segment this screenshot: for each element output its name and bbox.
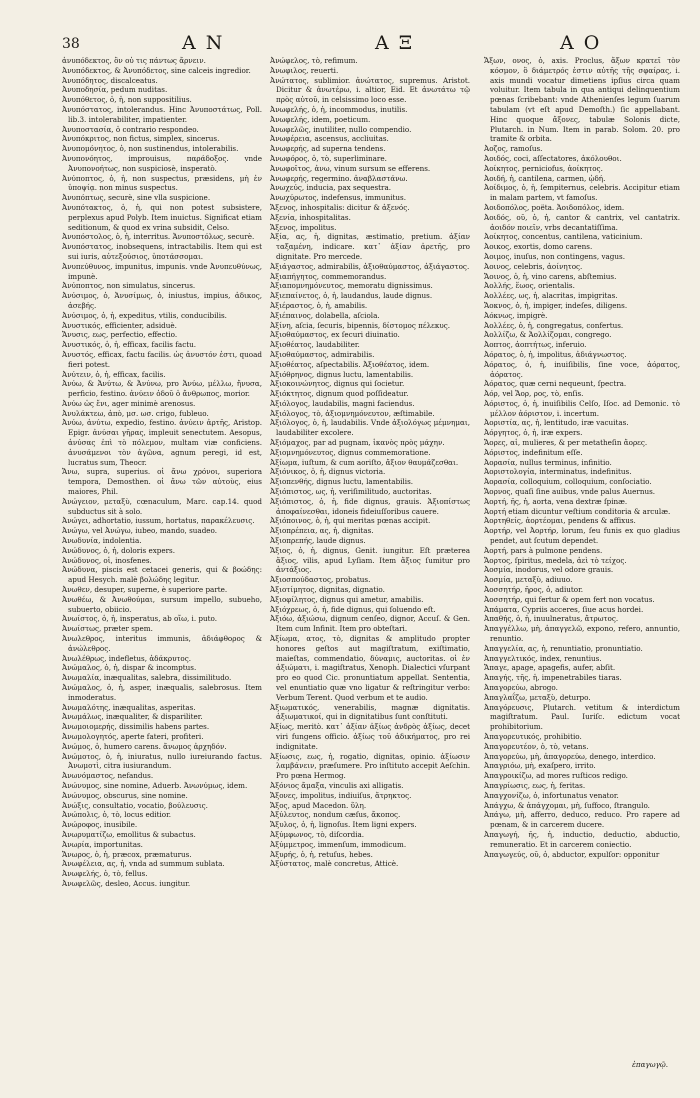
dictionary-entry: Ἄξων, ονος, ὁ, axis. Proclus, ἄξων κρατεῖ τὸν κόσμον, ὃ διάμετρός ἐστιν αὐτῆς τῆς σφαίρας, i. axis mundi vocatur dimetiens ipſius circa quam voluitur. Item tabula in qua antiqui delinquentium pœnas ſcribebant: vnde Athenienſes legum ſuarum tabulam (vt eſt apud Demoſth.) ſic appellabant. Hinc quoque ἄξονες, tabulæ Solonis dicte, Plutarch. in Num. Item in parab. Solom. 20. pro tramite & orbita. (484, 56, 680, 144)
dictionary-entry: Ἀξιοπρέπεια, ας, ἡ, dignitas. (270, 526, 374, 536)
dictionary-entry: Ἀορτηθείς, ἀορτέομαι, pendens & affixus. (484, 516, 636, 526)
dictionary-entry: Ἀξιομνημόνευτος, dignus commemoratione. (270, 447, 431, 457)
dictionary-entry: Ἀοίκητος, concentus, cantilena, vaticinium. (484, 232, 643, 242)
dictionary-entry: Ἀνωφελής, ὁ, τὸ, fellus. (62, 869, 148, 879)
dictionary-entry: Ἀπάγχω, & ἀπάγχομαι, μὴ, ſuffoco, ſtrangulo. (484, 800, 650, 810)
dictionary-entry: Ἀοσσητήρ, qui fertur & opem fert non vocatus. (484, 594, 655, 604)
dictionary-entry: Ἀνωμαλία, inæqualitas, salebra, dissimilitudo. (62, 673, 232, 683)
dictionary-entry: Ἀξιόποινος, ὁ, ἡ, qui meritas pœnas accipit. (270, 516, 431, 526)
dictionary-entry: Ἀξιόπιστος, ὁ, ἡ, fide dignus, grauis. Ἀξιοπίστως ἀποφαίνεσθαι, idoneis fideiuſſoribus cauere. (270, 496, 470, 516)
dictionary-entry: Ἀοσμία, inodorus, vel odore grauis. (484, 565, 614, 575)
dictionary-entry: Ἀπαγχονίζω, ὁ, infortunatus venator. (484, 790, 619, 800)
dictionary-entry: Ἀνυπόπτως, securè, sine vlla suspicione. (62, 193, 211, 203)
dictionary-entry: Ἀξιοτίμητος, dignitas, dignatio. (270, 585, 385, 595)
dictionary-entry: Ἀοριστία, ας, ἡ, lentitudo, iræ vacuitas. (484, 418, 629, 428)
dictionary-entry: Ἀόρ, vel Ἄορ, ρος, τὸ, enſis. (484, 389, 584, 399)
dictionary-entry: Ἀπαγορεύω, abrogo. (484, 683, 558, 692)
dictionary-entry: Ἀοσμία, μεταξὺ, adiuuo. (484, 575, 573, 585)
dictionary-entry: Ἀξίνη, aſcia, ſecuris, bipennis, δίστομος πέλεκυς. (270, 320, 451, 330)
dictionary-entry: Ἀνωίστως, præter spem. (62, 624, 153, 634)
dictionary-entry: Ἀνωφελῶς, desleo, Accus. iungitur. (62, 878, 191, 888)
catchword: ἐπαγωγῷ. (632, 1060, 669, 1069)
dictionary-entry: Ἀνώπολις, ὁ, τὸ, locus editior. (62, 810, 172, 820)
running-header (0, 30, 700, 56)
dictionary-entry: Ἀνώμαλος, ὁ, ἡ, dispar & incomptus. (62, 663, 197, 673)
dictionary-entry: Ἀνυπονόητος, improuisus, παράδοξος. vnde Ἀνυπονοήτως, non suspiciosè, insperatò. (62, 153, 262, 173)
entry-column-2 (270, 56, 470, 869)
dictionary-entry: Ἀνώνυμος, obscurus, sine nomine. (62, 790, 188, 800)
dictionary-entry: Ἀξιόλογος, ὁ, ἡ, laudabilis. Vnde ἀξιολόγως μέμνημαι, laudabiliter excolere. (270, 418, 470, 438)
dictionary-entry: Ἀπαγλαΐζω, μεταξὺ, deturpo. (484, 692, 591, 702)
dictionary-entry: Ἀοριστολογία, interminatus, indefinitus. (484, 467, 632, 477)
dictionary-entry: Ἀορτή, ῆς, ἡ, aorta, vena dextræ ſpinæ. (484, 496, 628, 506)
dictionary-entry: Ἀξιόκτητος, dignum quod poſſideatur. (270, 389, 409, 399)
dictionary-entry: Ἀξίωμα, ατος, τὸ, dignitas & amplitudo propter honores geſtos aut magiſtratum, exiſtimatio, maieſtas, commendatio, δύναμις, auctoritas. οἱ ἐν ἀξιώματι, i. magiſtratus, Xenoph. Dialectici vſurpant pro eo quod Cic. pronuntiatum appellat. Sententia, vel enuntiatio quæ vno ligatur & reſtringitur verbo: Verbum Terent. Quod verbum et te audio. (270, 634, 470, 702)
dictionary-entry: Ἀνωφελής, idem, poeticum. (270, 114, 371, 124)
dictionary-entry: Ἀπαγγέλλω, μὴ, ἀπαγγελῶ, expono, refero, annuntio, renuntio. (484, 624, 680, 644)
dictionary-entry: Ἀξία, ας, ἡ, dignitas, æstimatio, pretium. ἀξίαν ταξαμένη, indicare. κατ᾽ ἀξίαν ἀρετῆς, pro dignitate. Pro mercede. (270, 232, 470, 261)
dictionary-entry: Ἀοιδός, coci, aſſectatores, ἀκόλουθοι. (484, 153, 622, 163)
dictionary-entry: Ἄπαγε, apage, apagefis, aufer, abſit. (484, 663, 616, 673)
dictionary-entry: Ἀνωφιλος, reuerti. (270, 65, 339, 75)
dictionary-entry: Ἀολλίζω, & Ἀολλίζομαι, congrego. (484, 330, 612, 340)
dictionary-entry: Ἄοινος, ὁ, ἡ, vino carens, abſtemius. (484, 271, 617, 281)
dictionary-entry: Ἀνύποπτος, non simulatus, sincerus. (62, 281, 196, 291)
dictionary-entry: Ἀνώμοτος, ὁ, ἡ, iniuratus, nullo iureiurando factus. Ἀνωμοτὶ, citra iusiurandum. (62, 751, 262, 771)
dictionary-entry: Ἄξονες, impolitus, indiuiſus, ἄτρηκτος. (270, 790, 412, 800)
dictionary-entry: Ἀνωχεύς, inducia, pax sequestra. (270, 183, 392, 193)
dictionary-entry: Ἀνυστός, efficax, factu facilis. ὡς ἀνυστόν ἐστι, quoad fieri potest. (62, 349, 262, 369)
dictionary-entry: Ἀνώμαλος, ὁ, ἡ, asper, inæqualis, salebrosus. Item inmoderatus. (62, 683, 262, 702)
dictionary-entry: Ἀορτή etiam dicuntur veſtium conditoria & arculæ. (484, 506, 671, 516)
dictionary-entry: Ἀξόνιος ἄμαξα, vinculis axi alligatis. (270, 780, 404, 790)
dictionary-entry: Ἀνύω, ἀνύτω, expedio, festino. ἀνύειν ἀρτῆς, Aristop. Epigr. ἀνύσαι γῆρας, impleuit senectutem. Aesopus, ἀνύσας ἐπὶ τὸ πόλεμον, multam viæ conficiens. ἀνυσάμενοι τὸν ἀγῶνα, agnum peregi, id est, lucratus sum, Theocr. (62, 418, 262, 467)
dictionary-entry: Ἀπαγόρευσις, Plutarch. vetitum & interdictum magiſtratum. Paul. Iuriſc. edictum vocat prohibitorium. (484, 702, 680, 732)
dictionary-entry: Ἀξιόλογος, τὸ, ἀξιομνημόνευτον, æſtimabile. (270, 408, 435, 418)
dictionary-entry: Ἀνύω, & Ἀνύτω, & Ἀνύνω, pro Ἀνύω, μέλλω, ἤνυσα, perficio, festino. ἀνύειν ὁδοῦ ὁ ἄνθρωπος, morior. (62, 379, 262, 399)
dictionary-entry: Ἄξιος, ὁ, ἡ, dignus, Genit. iungitur. Eſt præterea ἄξιος, vilis, apud Lyſiam. Item ἄξιος ſumitur pro ἀντάξιος. (270, 545, 470, 575)
dictionary-entry: Ἀνυλάκτεω, ἀπὸ, μσ. ωσ. crigo, fubleuo. (62, 408, 209, 418)
dictionary-entry: Ἀξύλευτος, nondum cæſus, ἄκοπος. (270, 810, 401, 820)
dictionary-entry: Ἀξιοθέατος, laudabiliter. (270, 340, 360, 350)
dictionary-entry: Ἀνυπόκριτος, non fictus, simplex, sincerus. (62, 134, 220, 144)
dictionary-entry: Ἀνώροφος, inusibile. (62, 820, 138, 830)
dictionary-entry: Ἀνωθεν, desuper, superne, è superiore parte. (62, 585, 228, 595)
dictionary-entry: Ἀνύσιμος, ὁ, Ἀνυσίμως, ὁ, iniustus, impius, ἀδικος, ἀσεβής. (62, 291, 262, 310)
dictionary-entry: Ἀνώδυνα, piscis est cetacei generis, qui & βοώδης: apud Hesych. malè βολώδης legitur. (62, 565, 262, 585)
dictionary-entry: Ἀνώμος, ὁ, humero carens. ἄνωμος ἀρχηδόν. (62, 741, 227, 751)
dictionary-entry: Ἀξιαπομνημόνευτος, memoratu dignissimus. (270, 281, 433, 291)
dictionary-entry: Ἀξιωματικός, venerabilis, magnæ dignitatis. ἀξιωματικοί, qui in dignitatibus ſunt conſtituti. (270, 702, 470, 722)
dictionary-entry: Ἀπαγωγεύς, οῦ, ὁ, abductor, expulſor: opponitur (484, 849, 660, 859)
dictionary-entry: Ἀνυπόδητος, discalceatus. (62, 75, 158, 85)
dictionary-entry: Ἀξιεπαίνετος, ὁ, ἡ, laudandus, laude dignus. (270, 291, 433, 301)
dictionary-entry: Ἀνωχύρωτος, indefensus, immunitus. (270, 193, 407, 203)
dictionary-entry: Ἀνωμοιομερής, dissimilis habens partes. (62, 722, 210, 732)
dictionary-entry: Ἀνυποδησία, pedum nuditas. (62, 85, 168, 95)
dictionary-entry: Ἀξιοσπούδαστος, probatus. (270, 575, 371, 585)
dictionary-entry: Ἀξιάγαστος, admirabilis, ἀξιοθαύμαστος, ἀξιάγαστος. (270, 261, 470, 271)
dictionary-entry: Ἀπαγγελτικός, index, renuntius. (484, 653, 602, 663)
dictionary-entry: Ἀνώνυμος, sine nomine, Aduerb. Ἀνωνύμως, idem. (62, 780, 248, 790)
dictionary-entry: Ἀορτήρ, vel Ἀορτήρ, lorum, ſeu funis ex quo gladius pendet, aut ſcutum dependet. (484, 526, 680, 546)
column-head-2: A Ξ (375, 32, 415, 54)
column-head-3: A O (560, 32, 602, 54)
dictionary-entry: Ἀοικος, exortis, domo carens. (484, 242, 593, 252)
dictionary-entry: Ἀνυστικός, ὁ, ἡ, efficax, facilis factu. (62, 340, 197, 350)
dictionary-entry: Ἀπάγω, μὴ, afferro, deduco, reduco. Pro rapere ad pœnam, & in carcerem ducere. (484, 810, 680, 830)
dictionary-entry: Ἀνυπεύθυνος, impunitus, impunis. vnde Ἀνυπευθύνως, impunè. (62, 261, 262, 281)
dictionary-entry: Ἀνώτατος, sublimior. ἀνώτατος, supremus. Aristot. Dicitur & ἀνωτέρω, i. altior, Eid. Et ἀνωτάτω τῷ πρὸς αὐτοῦ, in celsissimo loco esse. (270, 75, 470, 105)
dictionary-entry: Ἀοπτος, ἀοπτήτως, inferuio. (484, 340, 587, 350)
dictionary-entry: Ἀνώγειον, μεταξὺ, cœnaculum, Marc. cap.14. quod subductus sit à solo. (62, 496, 262, 516)
dictionary-entry: Ἀόριστος, indefinitum eſſe. (484, 447, 583, 457)
dictionary-entry: Ἀνυπότακτος, ὁ, ἡ, qui non potest subsistere, perplexus apud Polyb. Item inuictus. Significat etiam seditionum, & quod ex vrina subsidit, Celso. (62, 202, 262, 232)
dictionary-entry: Ἄξενος, impolitus. (270, 222, 337, 232)
dictionary-entry: Ἀνωφέρεια, ascensus, accliuitas. (270, 134, 389, 144)
dictionary-entry: Ἀνωφέλεια, ας, ἡ, vnda ad summum sublata. (62, 859, 225, 869)
dictionary-entry: Ἀόρατος, ὁ, ἡ, impolitus, ἀδιάγνωστος. (484, 349, 627, 359)
dictionary-entry: Ἀνωλέθρως, indefletus, ἀδάκρυτος. (62, 653, 192, 663)
dictionary-entry: Ἀξιόμαχος, par ad pugnam, ἱκανὸς πρὸς μάχην. (270, 438, 445, 448)
dictionary-entry: Ἀοινος, celebris, ἀοίνητος. (484, 261, 583, 271)
dictionary-entry: Ἀνυπόστατος, inobsequens, intractabilis. Item qui est sui iuris, αὐτεξούσιος, ὑποτάσσομαι. (62, 242, 262, 261)
dictionary-entry: Ἀνωνόμαστος, nefandus. (62, 771, 154, 781)
dictionary-entry: Ἀνωδυνία, indolentia. (62, 536, 142, 546)
dictionary-entry: Ἀνυποστασία, ὁ contrario respondeo. (62, 124, 199, 134)
dictionary-entry: Ἀνωμάλως, inæqualiter, & dispariliter. (62, 712, 203, 722)
dictionary-entry: Ἀνώδυνος, οἱ, inosfenes. (62, 555, 152, 565)
dictionary-entry: Ἀπαγγελία, ας, ἡ, renuntiatio, pronuntiatio. (484, 643, 643, 653)
entry-column-3 (484, 56, 680, 859)
dictionary-entry: Ἀνωφελής, ὁ, ἡ, incommodus, inutilis. (270, 104, 408, 114)
dictionary-entry: Ἀόκνως, impigrè. (484, 310, 548, 320)
dictionary-entry: Ἀνώξις, consultatio, vocatio, βούλευσις. (62, 800, 208, 810)
dictionary-entry: Ἄοκνος, ὁ, ἡ, impiger, indeſes, diligens. (484, 300, 628, 310)
dictionary-entry: Ἀπάματα, Cypriis acceres, ſiue acus hordei. (484, 604, 644, 614)
dictionary-entry: Ἀξιόχρεως, ὁ, ἡ, fide dignus, qui ſoluendo eſt. (270, 604, 436, 614)
dictionary-entry: Ἀξιαπήγητος, commemorandus. (270, 271, 387, 281)
dictionary-entry: Ἀνώφελος, τὸ, refimum. (270, 56, 358, 65)
dictionary-entry: Ἀνωφόρος, ὁ, τὸ, superliminare. (270, 153, 387, 163)
dictionary-entry: Ἀορασία, colloquium, colloquium, conſociatio. (484, 477, 652, 487)
dictionary-entry: Ἄορτος, ſpiritus, medela, ἀεὶ τὸ τείχος. (484, 555, 627, 565)
dictionary-entry: Ἀνωφελῶς, inutiliter, nullo compendio. (270, 124, 412, 134)
dictionary-entry: Ἀξιοκοινώνητος, dignus qui ſocietur. (270, 379, 405, 389)
dictionary-entry: Ἀνωφερής, regermino. ἀναβλαστάνω. (270, 173, 408, 183)
dictionary-entry: ἀνυπόδεκτος, ὃν οὐ τις πάντως ἄρνειν. (62, 56, 206, 65)
dictionary-entry: Ἀνύτειν, ὁ, ἡ, efficax, facilis. (62, 369, 166, 379)
dictionary-entry: Ἀοιμος, inuſus, non contingens, vagus. (484, 251, 625, 261)
dictionary-entry: Ἀπαγροικίζω, ad mores ruſticos redigo. (484, 771, 628, 781)
dictionary-entry: Ἀξίωσις, εως, ἡ, rogatio, dignitas, opinio. ἀξίωσιν λαμβάνειν, præſumere. Pro inſtituto accepit Aeſchin. Pro pœna Hermog. (270, 751, 470, 781)
dictionary-entry: Ἀπαθής, ὁ, ἡ, inuulneratus, ἄτρωτος. (484, 614, 619, 624)
dictionary-entry: Ἀξιοπενθής, dignus luctu, lamentabilis. (270, 477, 414, 487)
dictionary-entry: Ἀνωρυματίζω, emollitus & subactus. (62, 829, 196, 839)
dictionary-entry: Ἀνωφοῖτος, ἀνω, vinum sursum se efferens. (270, 163, 431, 173)
dictionary-entry: Ἀοσσητήρ, ῆρος, ὁ, adiutor. (484, 585, 584, 595)
dictionary-entry: Ἀνυπόθετος, ὁ, ἡ, non suppositilius. (62, 95, 192, 105)
dictionary-entry: Ἀπαγορευτικός, prohibitio. (484, 731, 582, 741)
dictionary-entry: Ἀνύσιμος, ὁ, ἡ, expeditus, vtilis, conducibilis. (62, 310, 227, 320)
dictionary-entry: Ἀόριστος, ὁ, ἡ, inuiſibilis Celſo, Iſoc. ad Demonic. τὸ μέλλον ἀόριστον, i. incertum. (484, 398, 680, 418)
dictionary-entry: Ἀολλής, ἕωος, orientalis. (484, 281, 575, 291)
dictionary-entry: Ἀοιδός, οῦ, ὁ, ἡ, cantor & cantrix, vel cantatrix. ἀοιδόν ποιεῖν, vrbs decantatiſſima. (484, 212, 680, 232)
dictionary-entry: Ἀξιοπρεπής, laude dignus. (270, 536, 366, 546)
dictionary-entry: Ἀνωθέω, & Ἀνωθούμαι, sursum impello, subueho, subuerto, obiicio. (62, 594, 262, 614)
dictionary-entry: Ἀνωμαλότης, inæqualitas, asperitas. (62, 702, 196, 712)
dictionary-entry: Ἀνώγω, vel Ἀνώγω, iubeo, mando, suadeo. (62, 526, 218, 536)
dictionary-entry: Ἀπαγωγή, ῆς, ἡ, inductio, deductio, abductio, remuneratio. Et in carcerem coniectio. (484, 829, 680, 849)
dictionary-entry: Ἀορασία, nullus terminus, infinitio. (484, 457, 612, 467)
dictionary-entry: Ἄξος, apud Macedon. ὕλη. (270, 800, 367, 810)
dictionary-entry: Ἀόρατος, quæ cerni nequeunt, ſpectra. (484, 379, 627, 389)
dictionary-entry: Ἀξίως, meritò. κατ᾽ ἀξίαν ἀξίως ἀνδρὸς ἀξίως, decet viri fungens officio. ἀξίως τοῦ ἀδικήματος, pro rei indignitate. (270, 722, 470, 751)
dictionary-entry: Ἀξιόθρηνος, dignus luctu, lamentabilis. (270, 369, 414, 379)
dictionary-entry: Ἄνωρος, ὁ, ἡ, præcox, præmaturus. (62, 849, 192, 859)
dictionary-entry: Ἀοζος, ramoſus. (484, 144, 543, 154)
dictionary-entry: Ἀνύω ὡς ἔνι, ager minimè arenosus. (62, 398, 196, 408)
dictionary-entry: Ἀπαγορευτέον, ὁ, τὸ, vetans. (484, 741, 589, 751)
dictionary-entry: Ἀορτή, pars à pulmone pendens. (484, 545, 603, 555)
entry-column-1 (62, 56, 262, 889)
dictionary-entry: Ἀόρατος, ὁ, ἡ, inuiſibilis, ſine voce, ἀόρατος, ἀόρατος. (484, 359, 680, 379)
dictionary-entry: Ἀξιέραστος, ὁ, ἡ, amabilis. (270, 300, 368, 310)
dictionary-entry: Ἀνωλεθρος, interitus immunis, ἀδιάφθορος & ἀνώλεθρος. (62, 634, 262, 653)
dictionary-entry: Ἀοιδοπόλος, poëta. Ἀοιδοπόλος, idem. (484, 202, 625, 212)
dictionary-entry: Ἀνυπόστολος, ὁ, ἡ, interritus. Ἀνυποστόλως, securè. (62, 232, 255, 242)
dictionary-entry: Ἀνυπόδεκτος, & Ἀνυπόδετος, sine calceis ingredior. (62, 65, 251, 75)
dictionary-entry: Ἄνω, supra, superius. οἱ ἄνω χρόνοι, superiora tempora, Demosthen. οἱ ἄνω τῶν αὐτοὺς, eius maiores, Phil. (62, 467, 262, 497)
dictionary-entry: Ἀξιοθαύμαστος, ex ſecuri diuinatio. (270, 330, 400, 340)
dictionary-entry: Ἀοιδή, ἡ, cantilena, carmen, ᾠδή. (484, 173, 606, 183)
dictionary-entry: Ἀξίωμα, iuſtum, & cum aoriſto, ἄξιον θαυμάζεσθαι. (270, 457, 459, 467)
dictionary-entry: Ἄξυλος, ὁ, ἡ, lignoſus. Item ligni expers. (270, 820, 417, 830)
dictionary-entry: Ἀπαγορεύω, μὴ, ἀπαγορεύω, denego, interdico. (484, 751, 656, 761)
dictionary-entry: Ἀνώγει, adhortatio, iussum, hortatus, παρακέλευσις. (62, 516, 255, 526)
dictionary-entry: Ἀνωμολογητός, aperte fateri, profiteri. (62, 731, 204, 741)
dictionary-entry: Ἀολλέες, ὁ, ἡ, congregatus, confertus. (484, 320, 624, 330)
dictionary-entry: Ἀνωρία, importunitas. (62, 839, 143, 849)
dictionary-entry: Ἄορες, αἱ, mulieres, & per metatheſin ἄορες. (484, 438, 648, 448)
page-number: 38 (62, 36, 80, 52)
dictionary-entry: Ἀξύμφωνος, τὸ, diſcordia. (270, 829, 365, 839)
dictionary-entry: Ἀξιόλογος, laudabilis, magni faciendus. (270, 398, 415, 408)
dictionary-entry: Ἀνυπόστατος, intolerandus. Hinc Ἀνυποστάτως, Poll. lib.3. intolerabiliter, impatienter. (62, 104, 262, 124)
dictionary-entry: Ἀξιοθέατος, aſpectabilis. Ἀξιοθέατος, idem. (270, 359, 430, 369)
dictionary-entry: Ἀξιέπαινος, dolabella, aſciola. (270, 310, 380, 320)
dictionary-entry: Ἄξενος, inhospitalis: dicitur & ἀξενός. (270, 202, 410, 212)
dictionary-entry: Ἀξιοφίλητος, dignus qui ametur, amabilis. (270, 594, 424, 604)
dictionary-entry: Ἀξιοθαύμαστος, admirabilis. (270, 349, 375, 359)
dictionary-entry: Ἀξιόνικος, ὁ, ἡ, dignus victoria. (270, 467, 386, 477)
dictionary-entry: Ἀνυπομόνητος, ὁ, non sustinendus, intolerabilis. (62, 144, 239, 154)
dictionary-entry: Ἀνυστικός, efficienter, adsiduè. (62, 320, 177, 330)
dictionary-entry: Ἀνωφερής, ad superna tendens. (270, 144, 386, 154)
dictionary-entry: Ἀξύμμετρος, immenſum, immodicum. (270, 839, 407, 849)
dictionary-entry: Ἄνυσις, εως, perfectio, effectio. (62, 330, 178, 340)
dictionary-entry: Ἀξιόπιστος, ως, ἡ, veriſimilitudo, auctoritas. (270, 487, 432, 497)
dictionary-entry: Ἀοίδιμος, ὁ, ἡ, ſempiternus, celebris. Accipitur etiam in malam partem, vt famoſus. (484, 183, 680, 203)
dictionary-entry: Ἀολλέες, ως, ἡ, alacritas, impigritas. (484, 291, 618, 301)
dictionary-entry: Ἄορνος, quaſi ſine auibus, vnde palus Auernus. (484, 487, 656, 497)
dictionary-entry: Ἀνωίστος, ὁ, ἡ, insperatus, ab οἴω, i. puto. (62, 614, 218, 624)
dictionary-entry: Ἀπαγρίωσις, εως, ἡ, feritas. (484, 780, 586, 790)
dictionary-entry: Ἀνώδυνος, ὁ, ἡ, doloris expers. (62, 545, 176, 555)
dictionary-entry: Ἀξενία, inhospitalitas. (270, 212, 351, 222)
dictionary-entry: Ἀξύστατος, malè concretus, Atticè. (270, 859, 399, 869)
dictionary-entry: Ἀοίκητος, perniciofus, ἀοίκητος. (484, 163, 603, 173)
dictionary-entry: Ἀξυρής, ὁ, ἡ, retuſus, hebes. (270, 849, 373, 859)
dictionary-entry: Ἀνύποπτος, ὁ, ἡ, non suspectus, præsidens, μὴ ἐν ὑποψίᾳ. non minus suspectus. (62, 173, 262, 193)
dictionary-entry: Ἀξιόω, ἀξιώσω, dignum cenſeo, dignor, Accuſ. & Gen. Item cum Infinit. Item pro obteſtari. (270, 614, 470, 634)
column-head-1: A N (182, 32, 225, 54)
dictionary-entry: Ἀόργητος, ὁ, ἡ, iræ expers. (484, 428, 583, 438)
dictionary-entry: Ἀπαγριόω, μὴ, exaſpero, irrito. (484, 761, 596, 771)
dictionary-entry: Ἀπαγής, τῆς, ἡ, impenetrabiles tiaras. (484, 673, 622, 683)
